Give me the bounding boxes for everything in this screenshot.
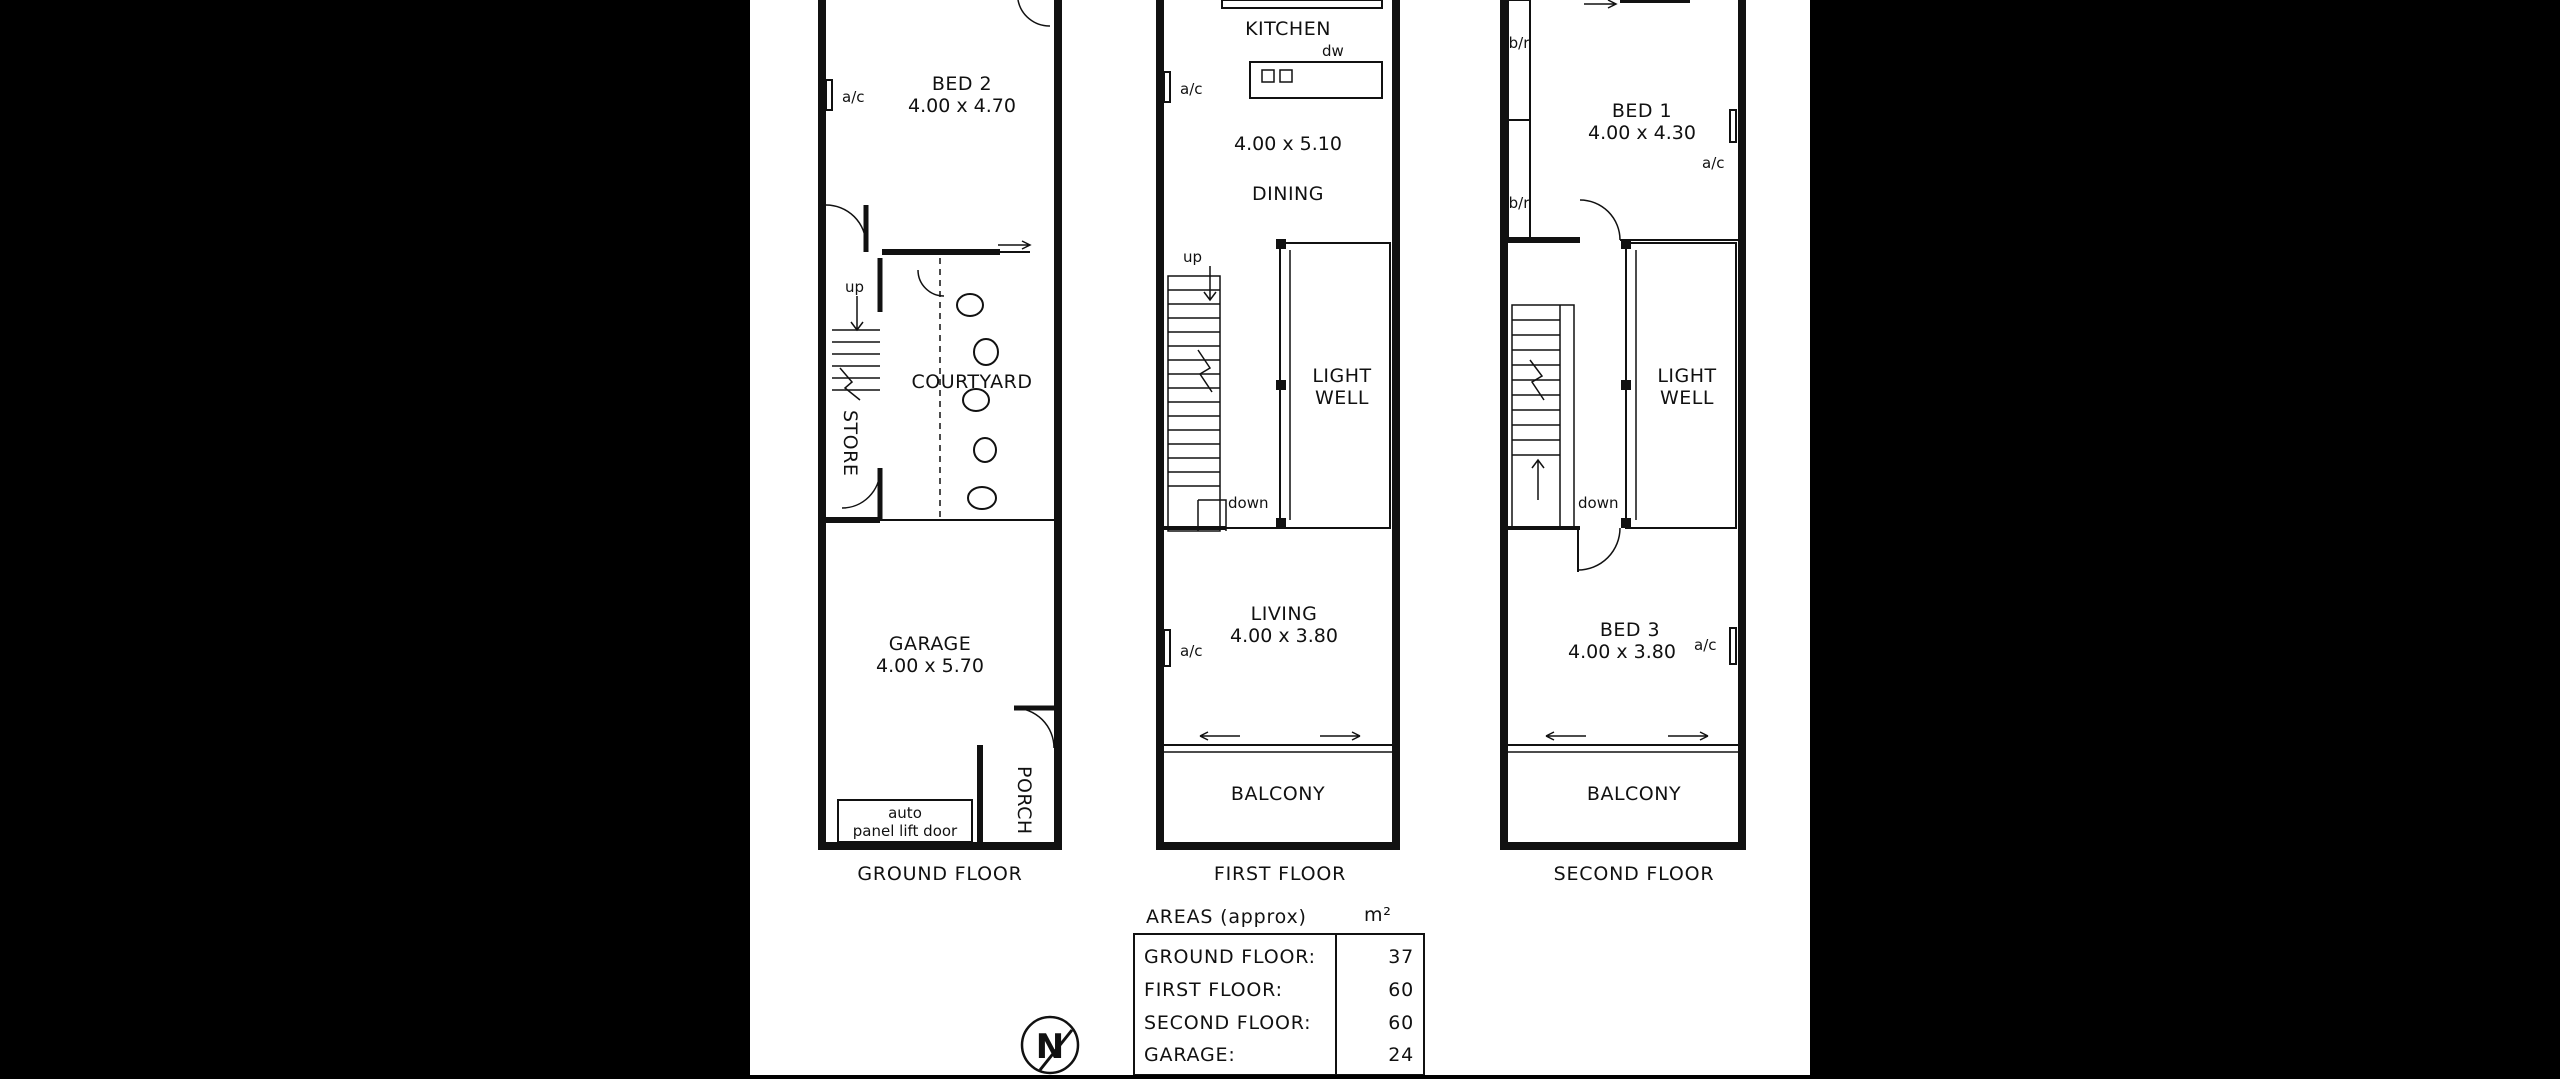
sf-down-label: down bbox=[1578, 494, 1619, 512]
sf-lightwell-post-2 bbox=[1621, 518, 1631, 528]
sf-bir-bottom-label: b/r bbox=[1508, 194, 1530, 212]
ff-kitchen-ac-label: a/c bbox=[1180, 80, 1203, 98]
sf-caption: SECOND FLOOR bbox=[1553, 863, 1715, 885]
ff-balcony-label: BALCONY bbox=[1230, 783, 1326, 805]
ff-down-label: down bbox=[1228, 494, 1269, 512]
sf-east-wall bbox=[1738, 0, 1746, 850]
ff-lightwell-label-2: WELL bbox=[1315, 387, 1369, 409]
ff-south-wall bbox=[1156, 842, 1400, 850]
sf-bed1-name: BED 1 bbox=[1611, 100, 1673, 122]
sf-bed3-ac-label: a/c bbox=[1694, 636, 1717, 654]
areas-row-value: 60 bbox=[1388, 979, 1414, 1001]
sf-bed3-name: BED 3 bbox=[1599, 619, 1661, 641]
areas-unit: m² bbox=[1364, 904, 1392, 926]
areas-row-value: 24 bbox=[1388, 1044, 1414, 1066]
areas-row-label: GROUND FLOOR: bbox=[1144, 946, 1316, 968]
ff-living-dims: 4.00 x 3.80 bbox=[1230, 625, 1338, 647]
ff-living-ac-label: a/c bbox=[1180, 642, 1203, 660]
sf-bed1-dims: 4.00 x 4.30 bbox=[1588, 122, 1696, 144]
ff-west-wall bbox=[1156, 0, 1164, 850]
gf-bed2-dims: 4.00 x 4.70 bbox=[908, 95, 1016, 117]
north-arrow-icon bbox=[1022, 1017, 1078, 1073]
gf-door-line2: panel lift door bbox=[852, 822, 958, 840]
ff-caption: FIRST FLOOR bbox=[1213, 863, 1347, 885]
ff-up-label: up bbox=[1183, 248, 1203, 266]
ff-east-wall bbox=[1392, 0, 1400, 850]
sf-bir-top-label: b/r bbox=[1508, 34, 1530, 52]
sf-bed1-ac-label: a/c bbox=[1702, 154, 1725, 172]
gf-caption: GROUND FLOOR bbox=[857, 863, 1023, 885]
gf-west-wall bbox=[818, 0, 826, 850]
north-symbol: N bbox=[1035, 1027, 1065, 1067]
ff-lightwell-post-1 bbox=[1276, 239, 1286, 249]
ff-lightwell-label-1: LIGHT bbox=[1312, 365, 1372, 387]
sf-lightwell-label-2: WELL bbox=[1660, 387, 1714, 409]
areas-row-label: SECOND FLOOR: bbox=[1144, 1012, 1312, 1034]
gf-south-wall bbox=[818, 842, 1062, 850]
gf-garage-dims: 4.00 x 5.70 bbox=[876, 655, 984, 677]
gf-bed2-name: BED 2 bbox=[931, 73, 993, 95]
ff-lightwell-post-2 bbox=[1276, 518, 1286, 528]
gf-ac-label: a/c bbox=[842, 88, 865, 106]
sf-lightwell-post-3 bbox=[1621, 380, 1631, 390]
ff-living-name: LIVING bbox=[1250, 603, 1318, 625]
gf-courtyard-label: COURTYARD bbox=[911, 371, 1033, 393]
sf-balcony-label: BALCONY bbox=[1586, 783, 1682, 805]
gf-door-line1: auto bbox=[888, 804, 922, 822]
ff-dw-label: dw bbox=[1322, 42, 1344, 60]
gf-east-wall bbox=[1054, 0, 1062, 850]
areas-row-value: 37 bbox=[1388, 946, 1414, 968]
gf-store-label: STORE bbox=[839, 410, 861, 477]
sf-west-wall bbox=[1500, 0, 1508, 850]
sf-south-wall bbox=[1500, 842, 1746, 850]
areas-title: AREAS (approx) bbox=[1146, 906, 1307, 928]
ff-dining-label: DINING bbox=[1252, 183, 1324, 205]
sf-bed3-dims: 4.00 x 3.80 bbox=[1568, 641, 1676, 663]
gf-up-label: up bbox=[845, 278, 865, 296]
sf-lightwell-post-1 bbox=[1621, 239, 1631, 249]
areas-row-label: GARAGE: bbox=[1144, 1044, 1236, 1066]
ff-kitchen-label: KITCHEN bbox=[1245, 18, 1331, 40]
ff-dining-dims: 4.00 x 5.10 bbox=[1234, 133, 1342, 155]
sf-lightwell-label-1: LIGHT bbox=[1657, 365, 1717, 387]
ff-lightwell-post-3 bbox=[1276, 380, 1286, 390]
gf-garage-name: GARAGE bbox=[888, 633, 972, 655]
gf-porch-label: PORCH bbox=[1013, 766, 1035, 835]
areas-row-value: 60 bbox=[1388, 1012, 1414, 1034]
areas-row-label: FIRST FLOOR: bbox=[1144, 979, 1283, 1001]
